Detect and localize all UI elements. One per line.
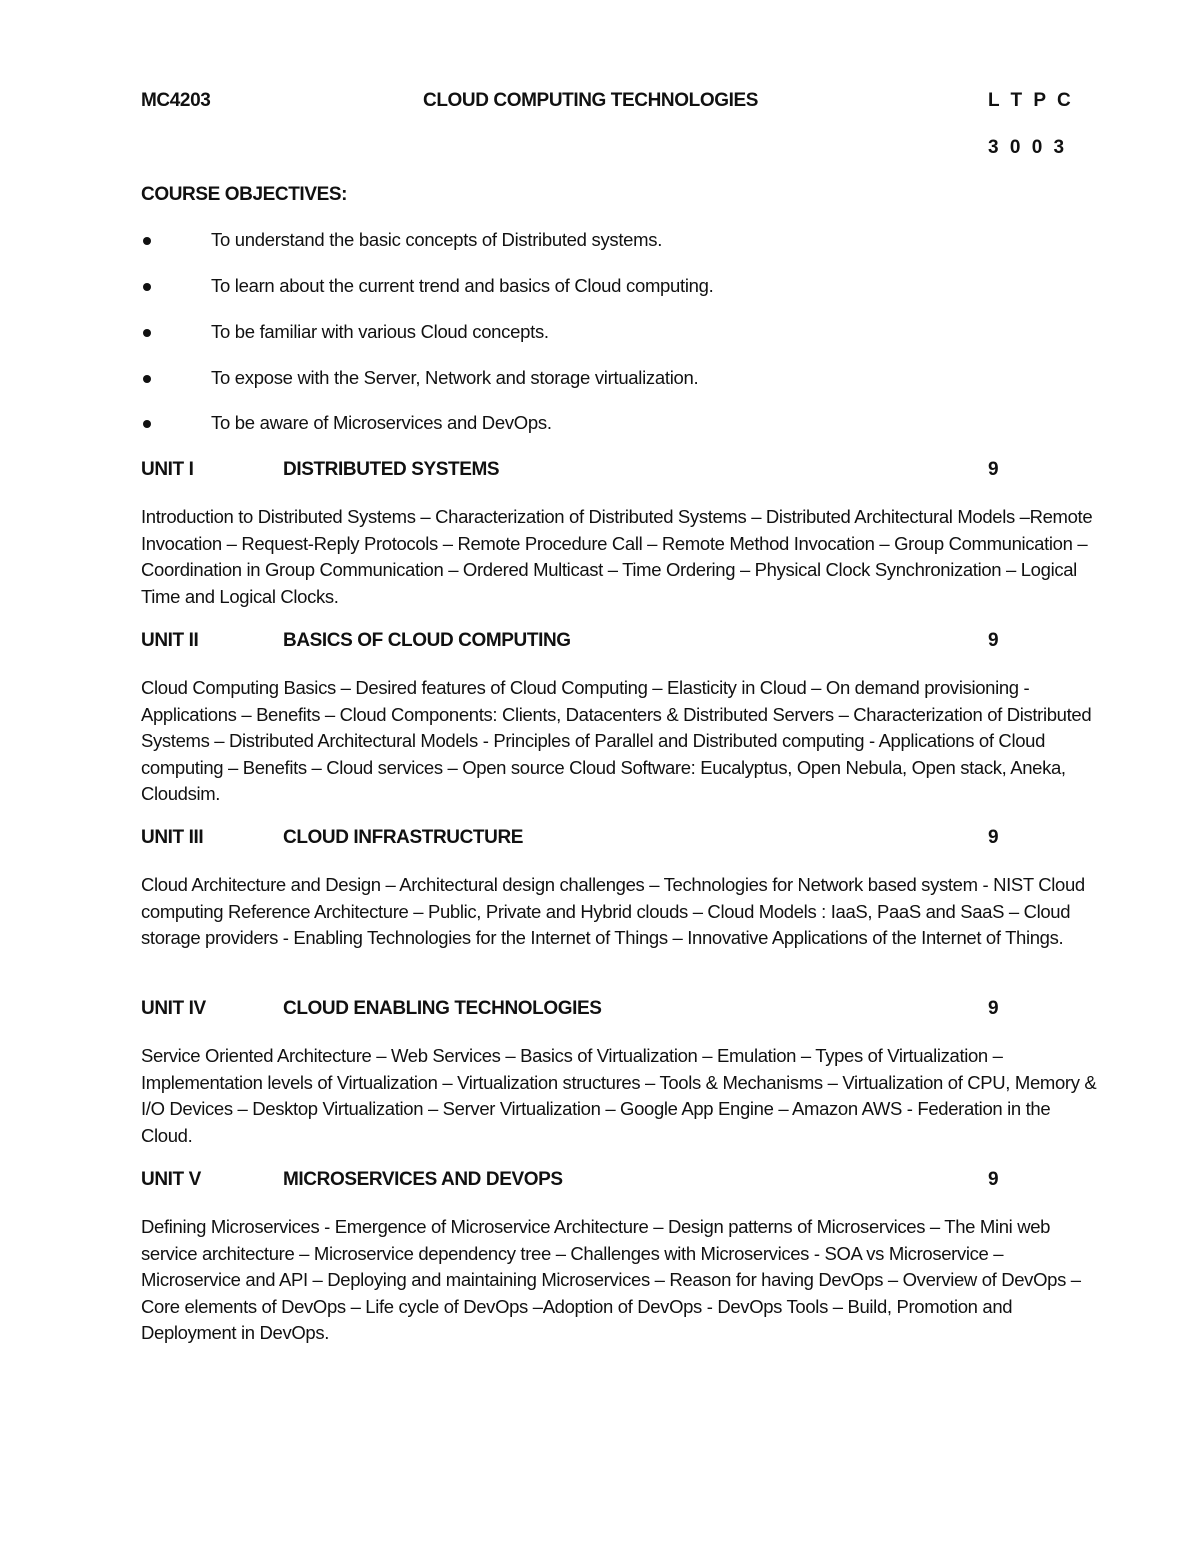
course-code: MC4203 [141,90,211,111]
unit-hours: 9 [988,827,999,848]
objective-text: To learn about the current trend and basics of Cloud computing. [211,275,714,296]
ltpc-values: 3 0 0 3 [988,137,1068,158]
objective-text: To be aware of Microservices and DevOps. [211,412,552,433]
unit-hours: 9 [988,630,999,651]
unit-content: Cloud Architecture and Design – Architectural design challenges – Technologies for Network based system - NIST Cloud computing Reference Architecture – Public, Private and Hybrid clouds – Cloud Models : IaaS, PaaS and SaaS – Cloud storage providers - Enabling Technologies for the Internet of Things – Innovative Applications of the Internet of Things. [141,874,1085,948]
unit-number: UNIT II [141,630,199,651]
ltpc-label: L T P C [988,90,1074,111]
unit-content: Service Oriented Architecture – Web Services – Basics of Virtualization – Emulation – Types of Virtualization – Implementation levels of Virtualization – Virtualization structures – Tools & Mechanisms – Virtualization of CPU, Memory & I/O Devices – Desktop Virtualization – Server Virtualization – Google App Engine – Amazon AWS - Federation in the Cloud. [141,1045,1097,1146]
unit-number: UNIT I [141,459,194,480]
unit-content: Introduction to Distributed Systems – Characterization of Distributed Systems – Distributed Architectural Models –Remote Invocation – Request-Reply Protocols – Remote Procedure Call – Remote Method Invocation – Group Communication – Coordination in Group Communication – Ordered Multicast – Time Ordering – Physical Clock Synchronization – Logical Time and Logical Clocks. [141,506,1093,607]
objective-text: To be familiar with various Cloud concepts. [211,321,549,342]
unit-title: MICROSERVICES AND DEVOPS [283,1169,563,1190]
bullet-icon [143,329,151,337]
unit-title: CLOUD INFRASTRUCTURE [283,827,524,848]
bullet-icon [143,420,151,428]
unit-number: UNIT V [141,1169,201,1190]
bullet-icon [143,283,151,291]
objective-text: To understand the basic concepts of Distributed systems. [211,229,663,250]
bullet-icon [143,375,151,383]
unit-title: DISTRIBUTED SYSTEMS [283,459,500,480]
course-title: CLOUD COMPUTING TECHNOLOGIES [423,90,759,111]
unit-number: UNIT IV [141,998,206,1019]
objectives-heading: COURSE OBJECTIVES: [141,184,348,205]
unit-hours: 9 [988,998,999,1019]
unit-hours: 9 [988,459,999,480]
unit-content: Cloud Computing Basics – Desired features of Cloud Computing – Elasticity in Cloud – On demand provisioning - Applications – Benefits – Cloud Components: Clients, Datacenters & Distributed Servers – Characterization of Distributed Systems – Distributed Architectural Models - Principles of Parallel and Distributed computing - Applications of Cloud computing – Benefits – Cloud services – Open source Cloud Software: Eucalyptus, Open Nebula, Open stack, Aneka, Cloudsim. [141,677,1092,804]
unit-title: CLOUD ENABLING TECHNOLOGIES [283,998,602,1019]
unit-title: BASICS OF CLOUD COMPUTING [283,630,571,651]
unit-hours: 9 [988,1169,999,1190]
unit-content: Defining Microservices - Emergence of Microservice Architecture – Design patterns of Microservices – The Mini web service architecture – Microservice dependency tree – Challenges with Microservices - SOA vs Microservice – Microservice and API – Deploying and maintaining Microservices – Reason for having DevOps – Overview of DevOps – Core elements of DevOps – Life cycle of DevOps –Adoption of DevOps - DevOps Tools – Build, Promotion and Deployment in DevOps. [141,1216,1081,1343]
unit-number: UNIT III [141,827,204,848]
bullet-icon [143,237,151,245]
objective-text: To expose with the Server, Network and storage virtualization. [211,367,699,388]
